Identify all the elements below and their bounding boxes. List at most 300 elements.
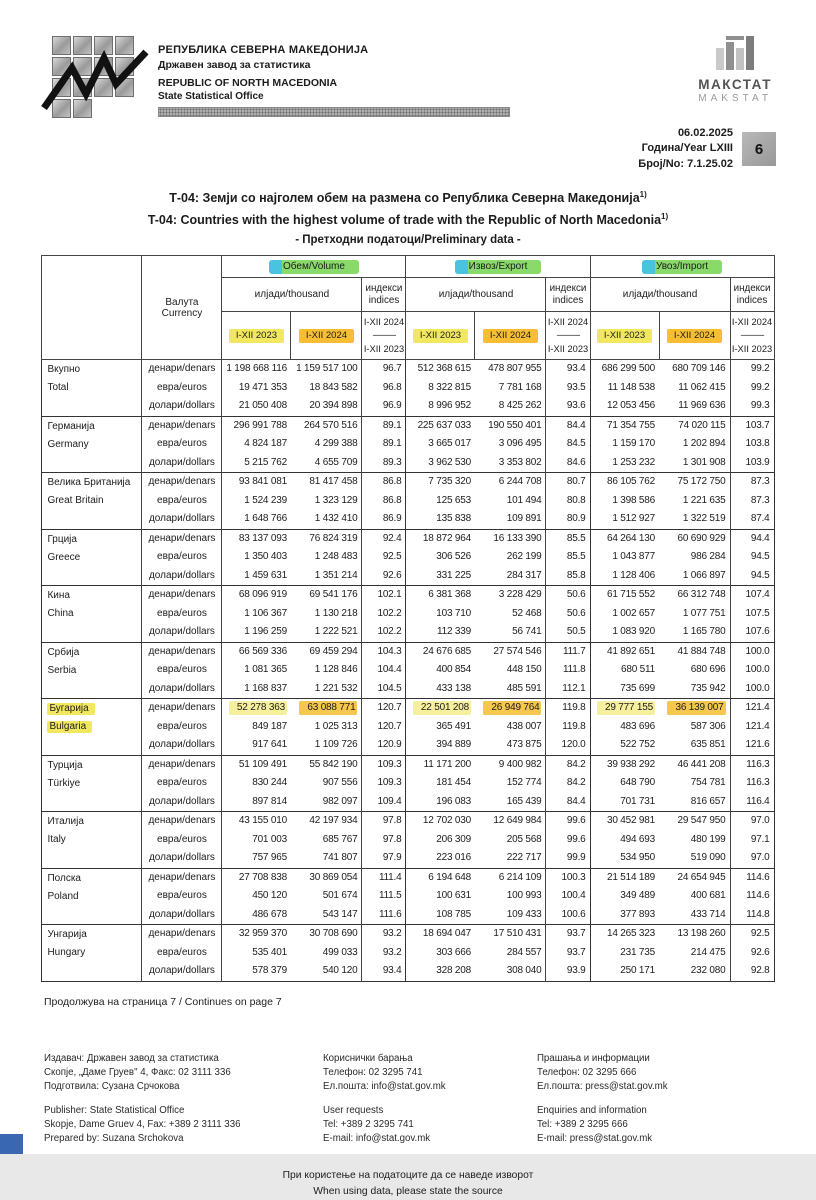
currency-cell: долари/dollars	[142, 793, 222, 812]
table-row	[42, 567, 774, 586]
value-cell: 36 139 007	[659, 699, 730, 718]
value-cell: 30 869 054	[291, 868, 362, 887]
value-cell: 74 020 115	[659, 416, 730, 435]
value-cell: 9 400 982	[475, 755, 546, 774]
index-value-cell: 114.6	[730, 887, 774, 906]
index-value-cell: 97.9	[362, 849, 406, 868]
source-note	[0, 1168, 816, 1200]
value-cell: 11 148 538	[607, 381, 656, 393]
value-cell: 365 491	[436, 720, 471, 732]
value-cell: 1 066 897	[682, 569, 726, 581]
enquiries-mk: Прашања и информации	[536, 1052, 650, 1064]
value-cell: 1 198 668 116	[222, 360, 291, 379]
value-cell: 41 892 651	[590, 642, 659, 661]
index-value-cell: 99.9	[546, 849, 590, 868]
country-name-cell: Италија Italy	[42, 812, 142, 869]
value-cell: 19 471 353	[238, 381, 287, 393]
table-row	[42, 906, 774, 925]
footnote-marker: 1)	[639, 190, 647, 200]
corner-blue-square	[0, 1134, 23, 1154]
value-cell: 1 248 483	[314, 551, 358, 563]
country-name-cell: Германија Germany	[42, 416, 142, 473]
currency-cell: денари/denars	[142, 868, 222, 887]
value-cell: 135 838	[436, 513, 471, 525]
state-statistical-office-logo-icon	[52, 36, 142, 124]
footer-user-requests-column	[323, 1052, 537, 1146]
country-column-header	[42, 256, 142, 360]
value-cell: 1 322 519	[682, 513, 726, 525]
group-header-import: Увоз/Import	[590, 256, 774, 278]
index-value-cell: 119.8	[546, 699, 590, 718]
currency-column-header: Валута Currency	[142, 256, 222, 360]
index-value-cell: 96.8	[362, 379, 406, 398]
value-cell: 206 309	[436, 833, 471, 845]
country-name-cell: Вкупно Total	[42, 360, 142, 417]
index-value-cell: 84.5	[546, 435, 590, 454]
value-cell: 108 785	[436, 908, 471, 920]
index-ratio-header: I-XII 2024 ----------- I-XII 2023	[546, 312, 590, 360]
value-cell: 306 526	[436, 551, 471, 563]
index-value-cell: 85.8	[546, 567, 590, 586]
table-row	[42, 812, 774, 831]
index-value-cell: 87.3	[730, 473, 774, 492]
value-cell: 112 339	[436, 626, 471, 638]
index-value-cell: 89.1	[362, 435, 406, 454]
index-value-cell: 104.3	[362, 642, 406, 661]
index-value-cell: 92.8	[730, 962, 774, 981]
index-value-cell: 100.0	[730, 680, 774, 699]
index-value-cell: 93.2	[362, 925, 406, 944]
index-value-cell: 100.4	[546, 887, 590, 906]
issue-number-badge: 6	[742, 132, 776, 166]
title-block	[0, 190, 816, 246]
value-cell: 20 394 898	[309, 400, 358, 412]
value-cell: 27 708 838	[222, 868, 291, 887]
index-value-cell: 97.0	[730, 849, 774, 868]
index-value-cell: 109.3	[362, 755, 406, 774]
value-cell: 12 702 030	[406, 812, 475, 831]
table-row	[42, 397, 774, 416]
country-name-cell: Кина China	[42, 586, 142, 643]
currency-cell: евра/euros	[142, 887, 222, 906]
footnote-marker: 1)	[661, 212, 669, 222]
index-value-cell: 102.1	[362, 586, 406, 605]
value-cell: 4 824 187	[244, 438, 287, 450]
index-value-cell: 111.8	[546, 661, 590, 680]
value-cell: 61 715 552	[590, 586, 659, 605]
org-name-mk: РЕПУБЛИКА СЕВЕРНА МАКЕДОНИЈА	[158, 44, 369, 56]
index-value-cell: 100.0	[730, 642, 774, 661]
prepared-line-mk: Подготвила: Сузана Срчокова	[44, 1081, 180, 1093]
index-value-cell: 111.5	[362, 887, 406, 906]
value-cell: 917 641	[252, 739, 287, 751]
value-cell: 6 244 708	[475, 473, 546, 492]
table-row	[42, 416, 774, 435]
value-cell: 8 996 952	[428, 400, 471, 412]
value-cell: 519 090	[690, 852, 726, 864]
index-value-cell: 111.7	[546, 642, 590, 661]
index-value-cell: 120.9	[362, 736, 406, 755]
issue-number-line: Број/No: 7.1.25.02	[638, 157, 733, 170]
value-cell: 14 265 323	[590, 925, 659, 944]
zigzag-icon	[42, 50, 150, 112]
value-cell: 101 494	[506, 494, 542, 506]
currency-cell: евра/euros	[142, 831, 222, 850]
country-name-cell: Бугарија Bulgaria	[42, 699, 142, 756]
currency-cell: долари/dollars	[142, 623, 222, 642]
index-value-cell: 114.6	[730, 868, 774, 887]
org-title-block	[158, 36, 510, 172]
value-cell: 190 550 401	[475, 416, 546, 435]
index-value-cell: 116.3	[730, 774, 774, 793]
currency-cell: денари/denars	[142, 416, 222, 435]
currency-cell: евра/euros	[142, 774, 222, 793]
value-cell: 125 653	[436, 494, 471, 506]
value-cell: 18 694 047	[406, 925, 475, 944]
period-2023-header: I-XII 2023	[222, 312, 291, 360]
index-value-cell: 100.6	[546, 906, 590, 925]
user-requests-phone-mk: Телефон: 02 3295 741	[323, 1067, 423, 1079]
period-2024-header: I-XII 2024	[659, 312, 730, 360]
table-row	[42, 755, 774, 774]
index-value-cell: 92.4	[362, 529, 406, 548]
enquiries-en: Enquiries and information	[536, 1105, 647, 1117]
value-cell: 109 891	[506, 513, 542, 525]
footer-enquiries-column	[537, 1052, 816, 1146]
value-cell: 394 889	[436, 739, 471, 751]
index-value-cell: 92.5	[730, 925, 774, 944]
value-cell: 18 843 582	[309, 381, 358, 393]
index-value-cell: 94.5	[730, 567, 774, 586]
index-value-cell: 107.5	[730, 605, 774, 624]
period-2023-header: I-XII 2023	[590, 312, 659, 360]
value-cell: 152 774	[506, 777, 542, 789]
value-cell: 223 016	[436, 852, 471, 864]
value-cell: 63 088 771	[291, 699, 362, 718]
index-value-cell: 85.5	[546, 548, 590, 567]
value-cell: 181 454	[436, 777, 471, 789]
index-value-cell: 97.8	[362, 812, 406, 831]
index-value-cell: 87.3	[730, 492, 774, 511]
value-cell: 225 637 033	[406, 416, 475, 435]
index-value-cell: 102.2	[362, 605, 406, 624]
period-2024-header: I-XII 2024	[475, 312, 546, 360]
value-cell: 66 312 748	[659, 586, 730, 605]
value-cell: 303 666	[436, 946, 471, 958]
value-cell: 5 215 762	[244, 456, 287, 468]
page-header	[0, 0, 816, 172]
value-cell: 165 439	[506, 795, 542, 807]
value-cell: 100 993	[506, 890, 542, 902]
index-value-cell: 93.4	[546, 360, 590, 379]
value-cell: 473 875	[506, 739, 542, 751]
value-cell: 3 962 530	[428, 456, 471, 468]
index-value-cell: 93.9	[546, 962, 590, 981]
index-value-cell: 120.7	[362, 699, 406, 718]
value-cell: 109 433	[506, 908, 542, 920]
table-row	[42, 605, 774, 624]
table-row	[42, 379, 774, 398]
index-value-cell: 99.2	[730, 360, 774, 379]
value-cell: 741 807	[322, 852, 358, 864]
org-sub-en: State Statistical Office	[158, 91, 264, 102]
currency-cell: денари/denars	[142, 642, 222, 661]
index-ratio-header: I-XII 2024 ----------- I-XII 2023	[730, 312, 774, 360]
value-cell: 232 080	[690, 965, 726, 977]
value-cell: 12 649 984	[475, 812, 546, 831]
table-row	[42, 623, 774, 642]
issue-date: 06.02.2025	[677, 127, 733, 139]
value-cell: 400 854	[436, 664, 471, 676]
value-cell: 400 681	[690, 890, 726, 902]
index-value-cell: 97.1	[730, 831, 774, 850]
value-cell: 494 693	[620, 833, 656, 845]
continues-note: Продолжува на страница 7 / Continues on page 7	[44, 995, 282, 1008]
org-sub-mk: Државен завод за статистика	[158, 59, 311, 71]
value-cell: 1 109 726	[314, 739, 358, 751]
value-cell: 1 221 635	[682, 494, 726, 506]
currency-cell: долари/dollars	[142, 849, 222, 868]
value-cell: 1 128 406	[612, 569, 656, 581]
value-cell: 735 942	[690, 682, 726, 694]
index-value-cell: 102.2	[362, 623, 406, 642]
publisher-line-en: Publisher: State Statistical Office	[44, 1105, 185, 1117]
header-divider-bar	[158, 107, 510, 117]
value-cell: 81 417 458	[291, 473, 362, 492]
value-cell: 433 138	[436, 682, 471, 694]
value-cell: 377 893	[620, 908, 656, 920]
index-value-cell: 99.6	[546, 812, 590, 831]
value-cell: 22 501 208	[406, 699, 475, 718]
indices-header: индекси indices	[362, 278, 406, 312]
enquiries-phone-mk: Телефон: 02 3295 666	[536, 1067, 637, 1079]
value-cell: 103 710	[436, 607, 471, 619]
value-cell: 512 368 615	[406, 360, 475, 379]
value-cell: 7 735 320	[406, 473, 475, 492]
group-header-export: Извоз/Export	[406, 256, 590, 278]
index-value-cell: 97.0	[730, 812, 774, 831]
value-cell: 296 991 788	[222, 416, 291, 435]
currency-cell: евра/euros	[142, 379, 222, 398]
user-requests-en: User requests	[323, 1105, 384, 1117]
index-value-cell: 121.4	[730, 718, 774, 737]
index-value-cell: 119.8	[546, 718, 590, 737]
index-value-cell: 93.6	[546, 397, 590, 416]
prepared-line-en: Prepared by: Suzana Srchokova	[44, 1133, 184, 1145]
value-cell: 701 731	[620, 795, 656, 807]
value-cell: 39 938 292	[590, 755, 659, 774]
value-cell: 71 354 755	[590, 416, 659, 435]
address-line-mk: Скопје, „Даме Груев" 4, Факс: 02 3111 336	[44, 1067, 231, 1079]
index-value-cell: 120.7	[362, 718, 406, 737]
makstat-name-en: MAKSTAT	[698, 93, 772, 104]
value-cell: 499 033	[322, 946, 358, 958]
value-cell: 3 665 017	[428, 438, 471, 450]
table-row	[42, 944, 774, 963]
address-line-en: Skopje, Dame Gruev 4, Fax: +389 2 3111 336	[44, 1119, 241, 1131]
source-note-en: When using data, please state the source	[313, 1186, 503, 1198]
value-cell: 1 025 313	[314, 720, 358, 732]
value-cell: 284 557	[506, 946, 542, 958]
value-cell: 328 208	[436, 965, 471, 977]
value-cell: 26 949 764	[475, 699, 546, 718]
publisher-line-mk: Издавач: Државен завод за статистика	[44, 1052, 219, 1064]
index-value-cell: 50.5	[546, 623, 590, 642]
value-cell: 1 196 259	[244, 626, 287, 638]
value-cell: 686 299 500	[590, 360, 659, 379]
currency-cell: денари/denars	[142, 812, 222, 831]
value-cell: 485 591	[506, 682, 542, 694]
index-value-cell: 116.3	[730, 755, 774, 774]
value-cell: 83 137 093	[222, 529, 291, 548]
makstat-name-mk: МАКСТАТ	[698, 77, 772, 92]
value-cell: 11 969 636	[678, 400, 726, 412]
value-cell: 1 106 367	[244, 607, 287, 619]
value-cell: 308 040	[506, 965, 542, 977]
value-cell: 27 574 546	[475, 642, 546, 661]
index-value-cell: 92.6	[362, 567, 406, 586]
thousand-header: илјади/thousand	[406, 278, 546, 312]
value-cell: 816 657	[690, 795, 726, 807]
index-value-cell: 84.4	[546, 416, 590, 435]
index-value-cell: 112.1	[546, 680, 590, 699]
currency-cell: евра/euros	[142, 661, 222, 680]
index-value-cell: 87.4	[730, 510, 774, 529]
value-cell: 69 459 294	[291, 642, 362, 661]
currency-cell: долари/dollars	[142, 680, 222, 699]
value-cell: 3 353 802	[498, 456, 542, 468]
value-cell: 42 197 934	[291, 812, 362, 831]
value-cell: 250 171	[620, 965, 656, 977]
index-value-cell: 89.3	[362, 454, 406, 473]
table-row	[42, 510, 774, 529]
user-requests-email-en: E-mail: info@stat.gov.mk	[323, 1133, 431, 1145]
value-cell: 587 306	[690, 720, 726, 732]
table-subtitle: - Претходни податоци/Preliminary data -	[295, 234, 521, 247]
value-cell: 32 959 370	[222, 925, 291, 944]
currency-cell: долари/dollars	[142, 736, 222, 755]
currency-cell: евра/euros	[142, 548, 222, 567]
user-requests-email-mk: Ел.пошта: info@stat.gov.mk	[323, 1081, 446, 1093]
value-cell: 1 083 920	[612, 626, 656, 638]
value-cell: 1 512 927	[612, 513, 656, 525]
value-cell: 13 198 260	[659, 925, 730, 944]
enquiries-phone-en: Tel: +389 2 3295 666	[536, 1119, 628, 1131]
country-name-cell: Србија Serbia	[42, 642, 142, 699]
value-cell: 262 199	[506, 551, 542, 563]
value-cell: 205 568	[506, 833, 542, 845]
index-value-cell: 94.4	[730, 529, 774, 548]
index-value-cell: 93.7	[546, 925, 590, 944]
country-name-cell: Грција Greece	[42, 529, 142, 586]
index-value-cell: 84.6	[546, 454, 590, 473]
currency-cell: денари/denars	[142, 586, 222, 605]
index-value-cell: 93.5	[546, 379, 590, 398]
value-cell: 6 214 109	[475, 868, 546, 887]
index-value-cell: 104.4	[362, 661, 406, 680]
index-value-cell: 93.2	[362, 944, 406, 963]
index-value-cell: 50.6	[546, 586, 590, 605]
country-name-cell: Унгарија Hungary	[42, 925, 142, 982]
index-value-cell: 121.4	[730, 699, 774, 718]
index-value-cell: 99.6	[546, 831, 590, 850]
table-row	[42, 586, 774, 605]
index-value-cell: 84.4	[546, 793, 590, 812]
index-value-cell: 84.2	[546, 774, 590, 793]
value-cell: 4 655 709	[314, 456, 358, 468]
value-cell: 438 007	[506, 720, 542, 732]
value-cell: 522 752	[620, 739, 656, 751]
index-value-cell: 99.2	[730, 379, 774, 398]
value-cell: 41 884 748	[659, 642, 730, 661]
index-value-cell: 107.6	[730, 623, 774, 642]
index-value-cell: 99.3	[730, 397, 774, 416]
issue-info-block	[638, 36, 776, 172]
value-cell: 540 120	[322, 965, 358, 977]
currency-cell: долари/dollars	[142, 510, 222, 529]
index-value-cell: 111.6	[362, 906, 406, 925]
currency-cell: денари/denars	[142, 360, 222, 379]
index-value-cell: 93.4	[362, 962, 406, 981]
value-cell: 264 570 516	[291, 416, 362, 435]
currency-cell: денари/denars	[142, 529, 222, 548]
table-row	[42, 736, 774, 755]
value-cell: 680 696	[690, 664, 726, 676]
value-cell: 1 128 846	[314, 664, 358, 676]
table-row	[42, 718, 774, 737]
value-cell: 448 150	[506, 664, 542, 676]
table-row	[42, 849, 774, 868]
period-2024-header: I-XII 2024	[291, 312, 362, 360]
value-cell: 7 781 168	[498, 381, 542, 393]
index-value-cell: 96.7	[362, 360, 406, 379]
value-cell: 196 083	[436, 795, 471, 807]
value-cell: 51 109 491	[222, 755, 291, 774]
value-cell: 433 714	[690, 908, 726, 920]
value-cell: 1 202 894	[682, 438, 726, 450]
value-cell: 64 264 130	[590, 529, 659, 548]
index-value-cell: 86.9	[362, 510, 406, 529]
value-cell: 1 077 751	[682, 607, 726, 619]
index-value-cell: 86.8	[362, 492, 406, 511]
value-cell: 1 301 908	[682, 456, 726, 468]
value-cell: 24 654 945	[659, 868, 730, 887]
index-value-cell: 100.3	[546, 868, 590, 887]
value-cell: 1 221 532	[314, 682, 358, 694]
value-cell: 535 401	[252, 946, 287, 958]
table-row	[42, 925, 774, 944]
trade-table	[41, 255, 774, 982]
currency-cell: долари/dollars	[142, 962, 222, 981]
table-row	[42, 887, 774, 906]
value-cell: 29 777 155	[590, 699, 659, 718]
value-cell: 68 096 919	[222, 586, 291, 605]
value-cell: 43 155 010	[222, 812, 291, 831]
value-cell: 56 741	[512, 626, 542, 638]
value-cell: 480 199	[690, 833, 726, 845]
value-cell: 685 767	[322, 833, 358, 845]
value-cell: 1 350 403	[244, 551, 287, 563]
index-value-cell: 86.8	[362, 473, 406, 492]
index-value-cell: 80.9	[546, 510, 590, 529]
value-cell: 1 432 410	[314, 513, 358, 525]
value-cell: 214 475	[690, 946, 726, 958]
value-cell: 21 050 408	[238, 400, 287, 412]
value-cell: 11 171 200	[406, 755, 475, 774]
currency-cell: долари/dollars	[142, 397, 222, 416]
value-cell: 849 187	[252, 720, 287, 732]
value-cell: 501 674	[322, 890, 358, 902]
